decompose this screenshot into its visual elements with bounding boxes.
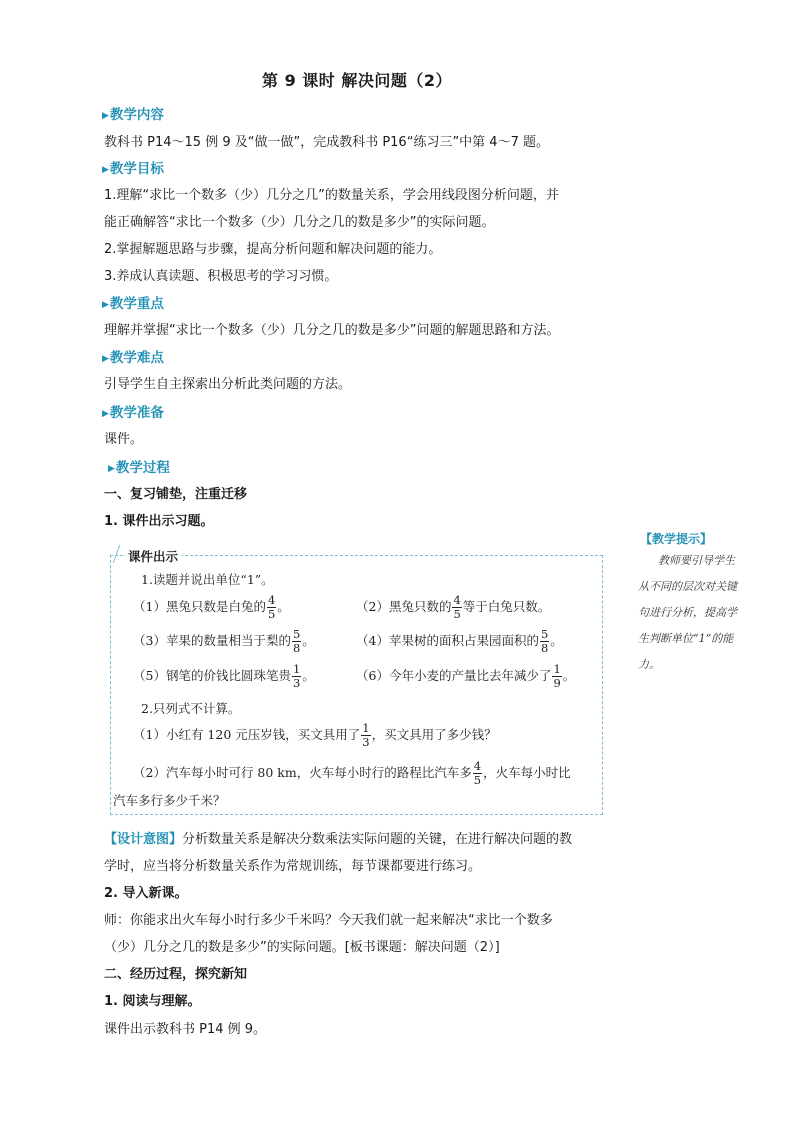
fraction: $\frac{5}{8}$ bbox=[292, 627, 301, 655]
section-heading-prep: ▶教学准备 bbox=[102, 405, 164, 421]
problem-2: （2）汽车每小时可行 80 km，火车每小时行的路程比汽车多 $\frac{4}{5}$ ，火车每小时比 bbox=[133, 759, 571, 787]
part-1-heading: 一、复习铺垫，注重迁移 bbox=[104, 487, 248, 502]
fraction: $\frac{1}{3}$ bbox=[292, 662, 301, 690]
fraction: $\frac{4}{5}$ bbox=[473, 759, 482, 787]
triangle-icon: ▶ bbox=[102, 165, 109, 175]
problem-2-cont: 汽车多行多少千米？ bbox=[113, 793, 226, 808]
goal-1a: 1.理解“求比一个数多（少）几分之几”的数量关系，学会用线段图分析问题，并 bbox=[104, 188, 559, 203]
item-6: （6）今年小麦的产量比去年减少了 $\frac{1}{9}$ 。 bbox=[356, 662, 576, 690]
show-example-text: 课件出示教科书 P14 例 9。 bbox=[104, 1022, 267, 1037]
item-4: （4）苹果树的面积占果园面积的 $\frac{5}{8}$ 。 bbox=[356, 627, 563, 655]
item-2: （2）黑兔只数的 $\frac{4}{5}$ 等于白兔只数。 bbox=[356, 593, 551, 621]
side-note: 教师要引导学生 从不同的层次对关键 句进行分析，提高学 生判断单位“1”的能 力。 bbox=[638, 554, 737, 671]
item-3: （3）苹果的数量相当于梨的 $\frac{5}{8}$ 。 bbox=[133, 627, 315, 655]
key-text: 理解并掌握“求比一个数多（少）几分之几的数是多少”问题的解题思路和方法。 bbox=[104, 323, 560, 338]
design-intent-b: 学时，应当将分析数量关系作为常规训练，每节课都要进行练习。 bbox=[104, 859, 482, 874]
step-3: 1. 阅读与理解。 bbox=[104, 994, 201, 1009]
difficulty-text: 引导学生自主探索出分析此类问题的方法。 bbox=[104, 377, 352, 392]
courseware-box bbox=[110, 555, 603, 815]
design-intent-a: 【设计意图】分析数量关系是解决分数乘法实际问题的关键，在进行解决问题的教 bbox=[104, 832, 573, 847]
problem-1: （1）小红有 120 元压岁钱，买文具用了 $\frac{1}{3}$ ，买文具用了多少钱？ bbox=[133, 721, 497, 749]
section-heading-content: ▶教学内容 bbox=[102, 107, 164, 123]
goal-1b: 能正确解答“求比一个数多（少）几分之几的数是多少”的实际问题。 bbox=[104, 215, 495, 230]
section-heading-goals: ▶教学目标 bbox=[102, 161, 164, 177]
goal-2: 2.掌握解题思路与步骤，提高分析问题和解决问题的能力。 bbox=[104, 242, 442, 257]
section-heading-difficulty: ▶教学难点 bbox=[102, 350, 164, 366]
triangle-icon: ▶ bbox=[102, 300, 109, 310]
triangle-icon: ▶ bbox=[102, 409, 109, 419]
section-heading-process: ▶教学过程 bbox=[108, 460, 170, 476]
fraction: $\frac{1}{3}$ bbox=[362, 721, 370, 749]
fraction: $\frac{4}{5}$ bbox=[453, 593, 461, 621]
exercise-2-heading: 2.只列式不计算。 bbox=[141, 701, 241, 716]
page-title: 第 9 课时 解决问题（2） bbox=[262, 71, 452, 90]
step-1: 1. 课件出示习题。 bbox=[104, 514, 214, 529]
teacher-line-b: （少）几分之几的数是多少”的实际问题。[板书课题：解决问题（2）] bbox=[104, 940, 500, 955]
triangle-icon: ▶ bbox=[102, 354, 109, 364]
item-1: （1）黑兔只数是白兔的 $\frac{4}{5}$ 。 bbox=[133, 593, 290, 621]
triangle-icon: ▶ bbox=[108, 464, 115, 474]
goal-3: 3.养成认真读题、积极思考的学习习惯。 bbox=[104, 269, 338, 284]
item-5: （5）钢笔的价钱比圆珠笔贵 $\frac{1}{3}$ 。 bbox=[133, 662, 315, 690]
prep-text: 课件。 bbox=[104, 432, 144, 447]
side-note-heading: 【教学提示】 bbox=[640, 532, 713, 546]
step-2: 2. 导入新课。 bbox=[104, 886, 188, 901]
courseware-label: 课件出示 bbox=[124, 547, 182, 565]
fraction: $\frac{1}{9}$ bbox=[553, 662, 561, 690]
exercise-1-heading: 1.读题并说出单位“1”。 bbox=[141, 572, 274, 587]
fraction: $\frac{5}{8}$ bbox=[540, 627, 549, 655]
triangle-icon: ▶ bbox=[102, 111, 109, 121]
content-text: 教科书 P14～15 例 9 及“做一做”，完成教科书 P16“练习三”中第 4～7 题。 bbox=[104, 135, 549, 150]
section-heading-key: ▶教学重点 bbox=[102, 296, 164, 312]
part-2-heading: 二、经历过程，探究新知 bbox=[104, 967, 248, 982]
teacher-line-a: 师：你能求出火车每小时行多少千米吗？今天我们就一起来解决“求比一个数多 bbox=[104, 913, 553, 928]
fraction: $\frac{4}{5}$ bbox=[267, 593, 276, 621]
